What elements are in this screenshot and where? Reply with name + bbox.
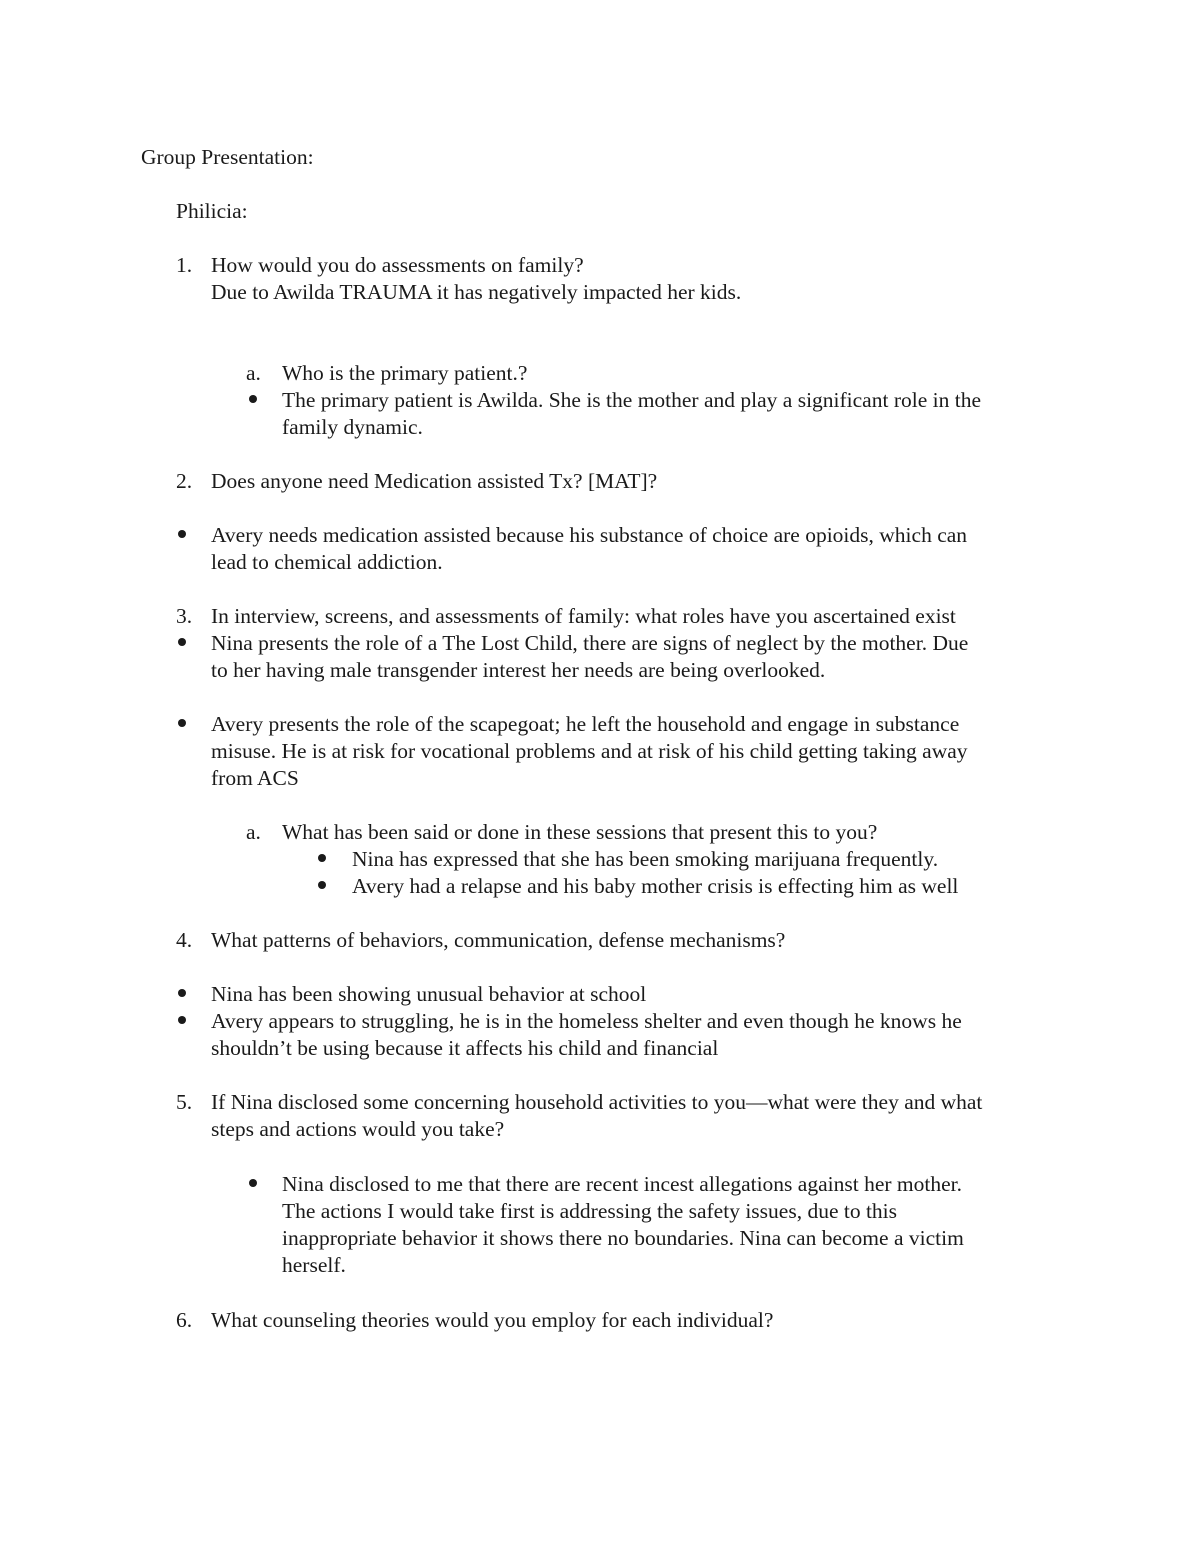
q3-bullet1-line-1: Nina presents the role of a The Lost Child, there are signs of neglect by the mother. Due (211, 631, 969, 655)
bullet-icon (178, 530, 186, 538)
q3-bullet2-line-1: Avery presents the role of the scapegoat; he left the household and engage in substance (211, 712, 960, 736)
bullet-icon (249, 395, 257, 403)
q6-number: 6. (176, 1308, 193, 1332)
bullet-icon (249, 1179, 257, 1187)
q1-question: How would you do assessments on family? (211, 253, 584, 277)
q1-answer: Due to Awilda TRAUMA it has negatively impacted her kids. (211, 280, 742, 304)
q1-sub-a-marker: a. (246, 361, 261, 385)
bullet-icon (178, 719, 186, 727)
q3-question: In interview, screens, and assessments of family: what roles have you ascertained exist (211, 604, 956, 628)
q5-question-line-2: steps and actions would you take? (211, 1117, 505, 1141)
bullet-icon (178, 1016, 186, 1024)
q2-question: Does anyone need Medication assisted Tx? [MAT]? (211, 469, 658, 493)
q5-bullet-line-2: The actions I would take first is addressing the safety issues, due to this (282, 1199, 898, 1223)
q5-bullet-line-3: inappropriate behavior it shows there no boundaries. Nina can become a victim (282, 1226, 964, 1250)
q4-bullet2-line-1: Avery appears to struggling, he is in the homeless shelter and even though he knows he (211, 1009, 962, 1033)
q3-number: 3. (176, 604, 193, 628)
q3-bullet1-line-2: to her having male transgender interest her needs are being overlooked. (211, 658, 826, 682)
q4-bullet1: Nina has been showing unusual behavior at school (211, 982, 647, 1006)
bullet-icon (178, 638, 186, 646)
q2-bullet-line-2: lead to chemical addiction. (211, 550, 443, 574)
q3-sub-a-marker: a. (246, 820, 261, 844)
q6-question: What counseling theories would you employ for each individual? (211, 1308, 774, 1332)
bullet-icon (318, 854, 326, 862)
q3-sub-bullet-2: Avery had a relapse and his baby mother crisis is effecting him as well (352, 874, 959, 898)
q1-bullet-line-2: family dynamic. (282, 415, 423, 439)
q3-bullet2-line-3: from ACS (211, 766, 299, 790)
bullet-icon (178, 989, 186, 997)
q2-bullet-line-1: Avery needs medication assisted because his substance of choice are opioids, which can (211, 523, 968, 547)
q3-sub-bullet-1: Nina has expressed that she has been smoking marijuana frequently. (352, 847, 939, 871)
q3-sub-a-text: What has been said or done in these sessions that present this to you? (282, 820, 878, 844)
q4-question: What patterns of behaviors, communication, defense mechanisms? (211, 928, 786, 952)
q1-number: 1. (176, 253, 193, 277)
q5-question-line-1: If Nina disclosed some concerning household activities to you—what were they and what (211, 1090, 983, 1114)
q4-bullet2-line-2: shouldn’t be using because it affects his child and financial (211, 1036, 719, 1060)
q5-bullet-line-1: Nina disclosed to me that there are recent incest allegations against her mother. (282, 1172, 962, 1196)
presenter-name: Philicia: (176, 199, 248, 223)
q2-number: 2. (176, 469, 193, 493)
q1-bullet-line-1: The primary patient is Awilda. She is the mother and play a significant role in the (282, 388, 981, 412)
q5-bullet-line-4: herself. (282, 1253, 346, 1277)
bullet-icon (318, 881, 326, 889)
document-title: Group Presentation: (141, 145, 314, 169)
q1-sub-a-text: Who is the primary patient.? (282, 361, 528, 385)
q3-bullet2-line-2: misuse. He is at risk for vocational problems and at risk of his child getting taking away (211, 739, 968, 763)
q5-number: 5. (176, 1090, 193, 1114)
q4-number: 4. (176, 928, 193, 952)
